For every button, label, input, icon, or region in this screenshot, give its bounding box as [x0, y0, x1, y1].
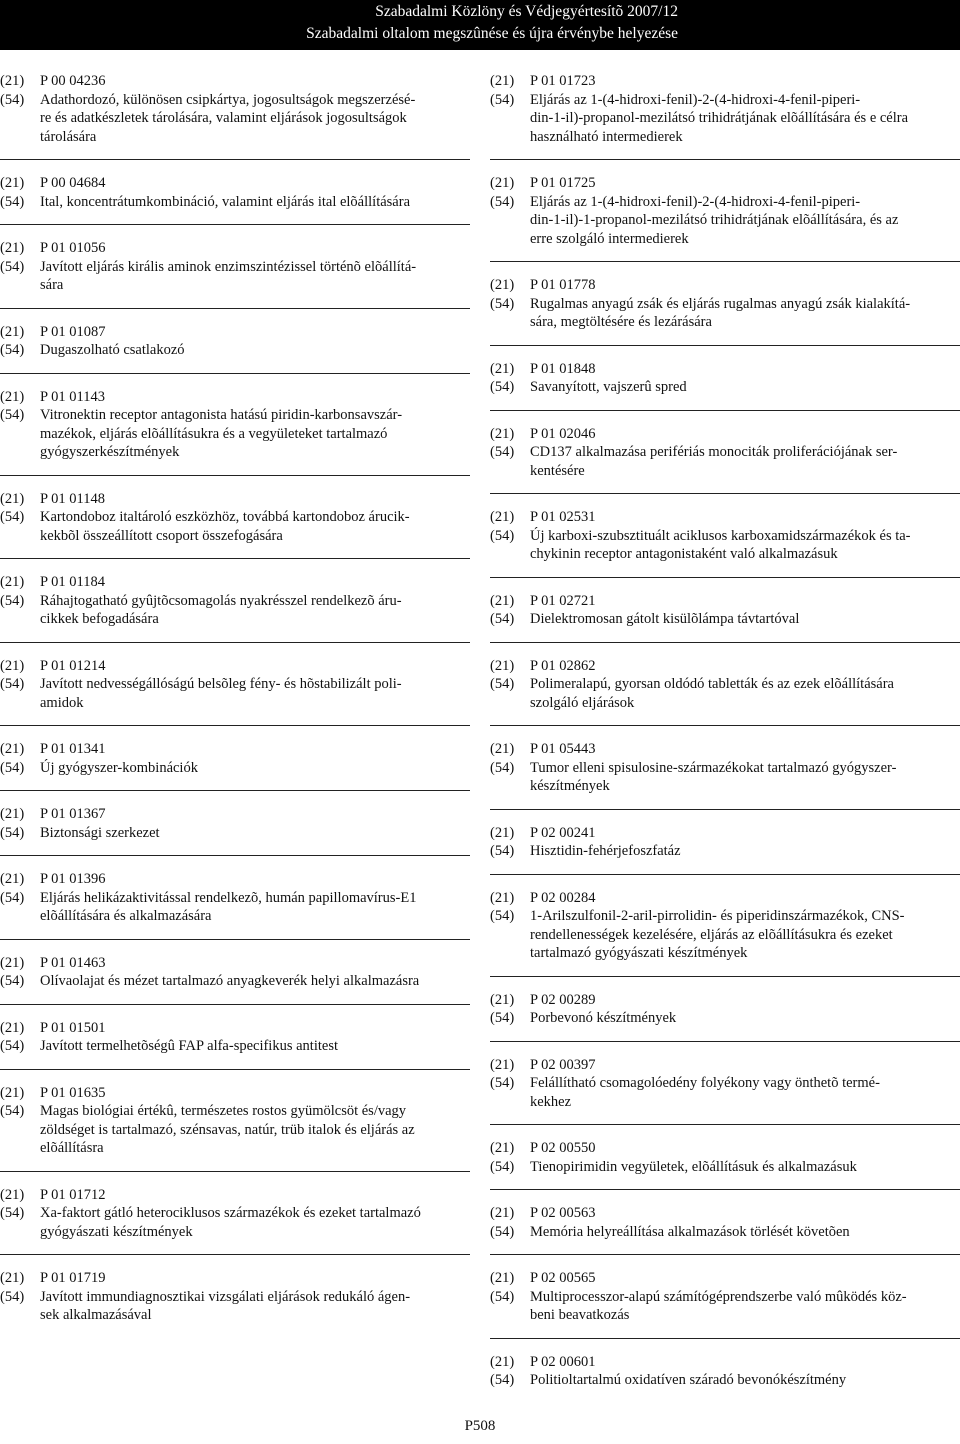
patent-entry: [0, 490, 470, 560]
invention-title-line: Új gyógyszer-kombinációk: [40, 759, 198, 776]
patent-entry: [0, 954, 470, 1005]
title-label: (54): [0, 509, 25, 525]
journal-title: Szabadalmi Közlöny és Védjegyértesítõ 2007/12: [375, 3, 678, 20]
invention-title-line: Biztonsági szerkezet: [40, 824, 160, 841]
title-label: (54): [490, 1158, 515, 1175]
application-number-label: (21): [0, 1270, 25, 1286]
application-number-label: (21): [0, 240, 25, 256]
title-label: (54): [490, 1372, 515, 1388]
page-header: [0, 0, 960, 50]
invention-title-line: Felállítható csomagolóedény folyékony vagy önthetõ termé-: [530, 1075, 880, 1091]
title-label: (54): [0, 759, 25, 776]
invention-title-line: Multiprocesszor-alapú számítógéprendszerbe való mûködés köz-: [530, 1288, 907, 1305]
title-label-spacer: [490, 926, 530, 945]
patent-entry: [490, 174, 960, 262]
patent-entry: [0, 174, 470, 225]
invention-title-line: Porbevonó készítmények: [530, 1010, 677, 1026]
application-number-label: (21): [0, 871, 25, 887]
title-label: (54): [490, 193, 515, 210]
title-label: (54): [0, 824, 25, 841]
application-number-label: (21): [490, 991, 515, 1008]
title-label: (54): [490, 295, 515, 312]
patent-entry: [490, 1204, 960, 1255]
title-label: (54): [0, 1038, 25, 1054]
title-label: (54): [490, 843, 515, 859]
application-number: P 01 01635: [40, 1084, 106, 1101]
patent-entry: [0, 573, 470, 643]
invention-title-line: gyógyszerkészítmények: [40, 444, 180, 460]
title-label: (54): [0, 676, 25, 692]
application-number: P 02 00241: [530, 824, 596, 841]
application-number-label: (21): [0, 73, 25, 89]
application-number: P 01 05443: [530, 741, 596, 757]
title-label-spacer: [490, 109, 530, 128]
invention-title-line: erre szolgáló intermedierek: [530, 230, 689, 247]
application-number-label: (21): [490, 277, 515, 293]
invention-title-line: gyógyászati készítmények: [40, 1223, 193, 1240]
application-number-label: (21): [0, 388, 25, 405]
patent-entry: [490, 657, 960, 727]
invention-title-line: Politioltartalmú oxidatíven száradó bevonókészítmény: [530, 1372, 847, 1388]
title-label: (54): [0, 889, 25, 906]
application-number: P 01 01501: [40, 1019, 106, 1036]
application-number-label: (21): [0, 657, 25, 674]
patent-entry: [490, 425, 960, 495]
invention-title-line: cikkek befogadására: [40, 611, 159, 627]
invention-title-line: Javított nedvességállóságú belsõleg fény- és hõstabilizált poli-: [40, 676, 402, 692]
application-number-label: (21): [0, 741, 25, 757]
patent-entry: [0, 1084, 470, 1172]
application-number-label: (21): [490, 1205, 515, 1221]
invention-title-line: kekbõl összeállított csoport összefogására: [40, 527, 283, 544]
invention-title-line: Eljárás helikázaktivitással rendelkezõ, humán papillomavírus-E1: [40, 889, 417, 906]
invention-title-line: kentésére: [530, 462, 585, 479]
title-label-spacer: [490, 313, 530, 332]
invention-title-line: Ráhajtogatható gyûjtõcsomagolás nyakrésszel rendelkezõ áru-: [40, 592, 402, 609]
invention-title-line: din-1-il)-1-propanol-mezilátsó trihidrátjának elõállítására, és az: [530, 212, 899, 228]
title-label-spacer: [490, 128, 530, 147]
invention-title-line: elõállítására és alkalmazására: [40, 908, 212, 924]
application-number: P 02 00289: [530, 991, 596, 1008]
application-number-label: (21): [0, 175, 25, 191]
invention-title-line: Tumor elleni spisulosine-származékokat tartalmazó gyógyszer-: [530, 759, 897, 776]
invention-title-line: Ital, koncentrátumkombináció, valamint eljárás ital elõállítására: [40, 193, 411, 210]
application-number: P 01 02046: [530, 425, 596, 442]
right-column: [490, 72, 960, 1418]
application-number: P 02 00550: [530, 1140, 596, 1156]
title-label-spacer: [490, 1306, 530, 1325]
patent-entry: [490, 1269, 960, 1339]
page-number: P508: [464, 1418, 496, 1434]
invention-title-line: Új karboxi-szubsztituált aciklusos karboxamidszármazékok és ta-: [530, 527, 911, 544]
application-number-label: (21): [0, 1019, 25, 1036]
application-number-label: (21): [490, 1140, 515, 1156]
invention-title-line: kekhez: [530, 1093, 572, 1110]
invention-title-line: chykinin receptor antagonistaként való alkalmazásuk: [530, 546, 838, 562]
invention-title-line: 1-Arilszulfonil-2-aril-pirrolidin- és piperidinszármazékok, CNS-: [530, 908, 905, 924]
invention-title-line: Memória helyreállítása alkalmazások törlését követõen: [530, 1223, 850, 1240]
application-number-label: (21): [490, 741, 515, 757]
invention-title-line: Magas biológiai értékû, természetes rostos gyümölcsöt és/vagy: [40, 1103, 407, 1119]
application-number-label: (21): [490, 73, 515, 89]
title-label: (54): [490, 1223, 515, 1240]
patent-entry: [490, 508, 960, 578]
invention-title-line: Eljárás az 1-(4-hidroxi-fenil)-2-(4-hidroxi-4-fenil-piperi-: [530, 193, 861, 210]
application-number-label: (21): [490, 592, 515, 609]
title-label-spacer: [0, 1139, 40, 1158]
title-label-spacer: [490, 545, 530, 564]
title-label-spacer: [0, 276, 40, 295]
patent-entry: [0, 740, 470, 791]
invention-title-line: rendellenességek kezelésére, eljárás az elõállításukra és ezeket: [530, 926, 893, 943]
application-number-label: (21): [490, 1353, 515, 1370]
title-label-spacer: [0, 1121, 40, 1140]
title-label: (54): [490, 444, 515, 460]
invention-title-line: sára, megtöltésére és lezárására: [530, 314, 712, 330]
invention-title-line: Rugalmas anyagú zsák és eljárás rugalmas anyagú zsák kialakítá-: [530, 295, 911, 312]
title-label-spacer: [490, 1093, 530, 1112]
application-number: P 01 01723: [530, 73, 596, 89]
invention-title-line: sek alkalmazásával: [40, 1307, 152, 1323]
invention-title-line: Javított eljárás királis aminok enzimszintézissel történõ elõállítá-: [40, 258, 417, 275]
title-label: (54): [0, 342, 25, 358]
application-number: P 01 01087: [40, 323, 106, 340]
application-number-label: (21): [0, 323, 25, 340]
invention-title-line: Vitronektin receptor antagonista hatású piridin-karbonsavszár-: [40, 407, 403, 423]
title-label: (54): [0, 1103, 25, 1119]
application-number: P 01 02862: [530, 657, 596, 674]
patent-entry: [490, 889, 960, 977]
invention-title-line: CD137 alkalmazása perifériás monociták proliferációjának ser-: [530, 444, 898, 460]
application-number-label: (21): [490, 425, 515, 442]
invention-title-line: Dielektromosan gátolt kisülõlámpa távtartóval: [530, 611, 800, 627]
invention-title-line: mazékok, eljárás elõállításukra és a vegyületeket tartalmazó: [40, 425, 388, 442]
title-label-spacer: [490, 777, 530, 796]
title-label-spacer: [490, 694, 530, 713]
invention-title-line: Adathordozó, különösen csipkártya, jogosultságok megszerzésé-: [40, 91, 416, 108]
patent-entry: [490, 824, 960, 875]
patent-entry: [0, 1186, 470, 1256]
invention-title-line: sára: [40, 277, 64, 293]
application-number: P 02 00565: [530, 1270, 596, 1286]
title-label-spacer: [490, 944, 530, 963]
application-number: P 01 01463: [40, 954, 106, 971]
title-label-spacer: [0, 1223, 40, 1242]
application-number: P 02 00397: [530, 1056, 596, 1073]
title-label: (54): [490, 379, 515, 395]
title-label: (54): [490, 1075, 515, 1091]
application-number: P 02 00284: [530, 889, 596, 906]
invention-title-line: Savanyított, vajszerû spred: [530, 379, 687, 395]
patent-entry: [490, 72, 960, 160]
invention-title-line: Polimeralapú, gyorsan oldódó tabletták és az ezek elõállítására: [530, 676, 894, 692]
title-label: (54): [0, 258, 25, 275]
application-number-label: (21): [0, 1084, 25, 1101]
patent-entry: [0, 657, 470, 727]
patent-entry: [0, 1019, 470, 1070]
title-label-spacer: [0, 109, 40, 128]
title-label: (54): [490, 759, 515, 776]
application-number: P 01 01214: [40, 657, 106, 674]
invention-title-line: Javított immundiagnosztikai vizsgálati eljárások redukáló ágen-: [40, 1288, 411, 1305]
application-number: P 01 01725: [530, 175, 596, 191]
title-label: (54): [0, 407, 25, 423]
application-number: P 01 01719: [40, 1270, 106, 1286]
application-number: P 01 02721: [530, 592, 596, 609]
patent-entry: [490, 740, 960, 810]
title-label-spacer: [0, 443, 40, 462]
invention-title-line: tartalmazó gyógyászati készítmények: [530, 945, 748, 961]
invention-title-line: készítmények: [530, 778, 610, 794]
title-label-spacer: [0, 425, 40, 444]
invention-title-line: Javított termelhetõségû FAP alfa-specifikus antitest: [40, 1038, 338, 1054]
application-number: P 02 00601: [530, 1353, 596, 1370]
patent-entry: [0, 239, 470, 309]
left-column: [0, 72, 470, 1353]
patent-entry: [0, 805, 470, 856]
application-number-label: (21): [0, 1186, 25, 1203]
application-number-label: (21): [490, 175, 515, 191]
title-label: (54): [0, 592, 25, 609]
application-number-label: (21): [490, 1270, 515, 1286]
application-number-label: (21): [0, 490, 25, 507]
invention-title-line: din-1-il)-propanol-mezilátsó trihidrátjának elõállítására és e célra: [530, 110, 909, 126]
title-label: (54): [0, 91, 25, 108]
title-label: (54): [0, 1205, 25, 1221]
title-label: (54): [490, 1010, 515, 1026]
invention-title-line: re és adatkészletek tárolására, valamint eljárások jogosultságok: [40, 110, 407, 126]
patent-entry: [0, 323, 470, 374]
patent-entry: [0, 388, 470, 476]
title-label: (54): [490, 1288, 515, 1305]
title-label: (54): [0, 1288, 25, 1305]
application-number-label: (21): [490, 824, 515, 841]
application-number: P 01 01148: [40, 490, 105, 507]
application-number-label: (21): [490, 889, 515, 906]
application-number-label: (21): [490, 1056, 515, 1073]
invention-title-line: Xa-faktort gátló heterociklusos származékok és ezeket tartalmazó: [40, 1205, 421, 1221]
application-number: P 01 02531: [530, 509, 596, 525]
invention-title-line: Eljárás az 1-(4-hidroxi-fenil)-2-(4-hidroxi-4-fenil-piperi-: [530, 91, 861, 108]
application-number: P 00 04684: [40, 175, 106, 191]
invention-title-line: Olívaolajat és mézet tartalmazó anyagkeverék helyi alkalmazásra: [40, 973, 420, 989]
title-label-spacer: [0, 128, 40, 147]
invention-title-line: zöldséget is tartalmazó, szénsavas, natúr, trüb italok és eljárás az: [40, 1121, 415, 1138]
invention-title-line: elõállításra: [40, 1140, 104, 1156]
application-number-label: (21): [490, 360, 515, 377]
application-number: P 01 01396: [40, 871, 106, 887]
patent-entry: [490, 991, 960, 1042]
section-title: Szabadalmi oltalom megszûnése és újra érvénybe helyezése: [306, 25, 678, 42]
application-number: P 01 01056: [40, 240, 106, 256]
invention-title-line: Tienopirimidin vegyületek, elõállításuk és alkalmazásuk: [530, 1158, 857, 1175]
patent-entry: [490, 1056, 960, 1126]
invention-title-line: tárolására: [40, 128, 97, 145]
title-label-spacer: [490, 230, 530, 249]
patent-entry: [0, 1269, 470, 1339]
application-number: P 01 01184: [40, 574, 105, 590]
title-label: (54): [490, 91, 515, 108]
application-number: P 02 00563: [530, 1205, 596, 1221]
invention-title-line: amidok: [40, 694, 84, 711]
invention-title-line: használható intermedierek: [530, 128, 683, 145]
application-number-label: (21): [0, 954, 25, 971]
patent-entry: [0, 870, 470, 940]
patent-entry: [490, 1353, 960, 1404]
title-label: (54): [490, 611, 515, 627]
title-label-spacer: [0, 610, 40, 629]
invention-title-line: Dugaszolható csatlakozó: [40, 342, 185, 358]
title-label-spacer: [0, 907, 40, 926]
invention-title-line: szolgáló eljárások: [530, 694, 635, 711]
application-number-label: (21): [0, 806, 25, 822]
application-number: P 01 01143: [40, 388, 105, 405]
title-label: (54): [490, 676, 515, 692]
patent-entry: [490, 360, 960, 411]
application-number-label: (21): [0, 574, 25, 590]
patent-entry: [0, 72, 470, 160]
title-label-spacer: [0, 694, 40, 713]
application-number: P 01 01712: [40, 1186, 106, 1203]
title-label: (54): [0, 973, 25, 989]
patent-entry: [490, 592, 960, 643]
title-label: (54): [490, 908, 515, 924]
patent-entry: [490, 276, 960, 346]
title-label-spacer: [0, 1306, 40, 1325]
application-number-label: (21): [490, 657, 515, 674]
title-label-spacer: [0, 527, 40, 546]
invention-title-line: Hisztidin-fehérjefoszfatáz: [530, 843, 681, 859]
application-number: P 01 01341: [40, 741, 106, 757]
application-number-label: (21): [490, 509, 515, 525]
title-label: (54): [0, 193, 25, 210]
application-number: P 01 01367: [40, 806, 106, 822]
patent-entry: [490, 1139, 960, 1190]
invention-title-line: beni beavatkozás: [530, 1307, 630, 1323]
application-number: P 01 01848: [530, 360, 596, 377]
invention-title-line: Kartondoboz italtároló eszközhöz, továbbá kartondoboz árucik-: [40, 509, 410, 525]
title-label: (54): [490, 527, 515, 544]
application-number: P 01 01778: [530, 277, 596, 293]
title-label-spacer: [490, 211, 530, 230]
application-number: P 00 04236: [40, 73, 106, 89]
title-label-spacer: [490, 462, 530, 481]
